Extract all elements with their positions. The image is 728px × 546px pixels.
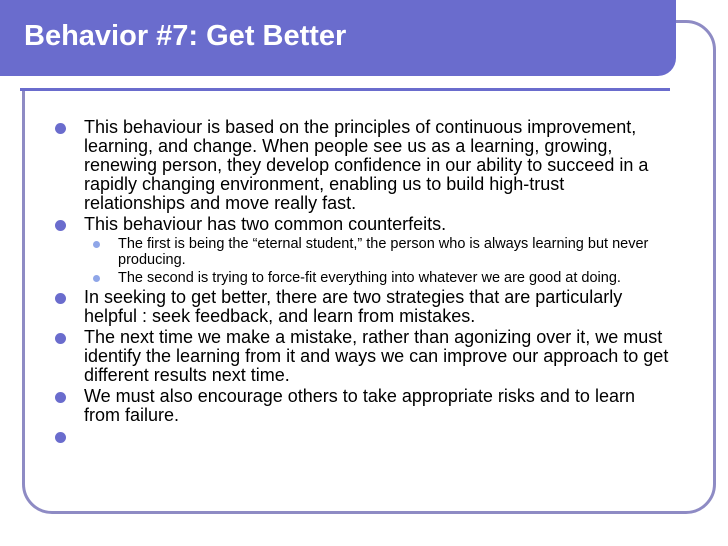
bullet-text: This behaviour has two common counterfeits. bbox=[84, 214, 447, 234]
bullet-text: In seeking to get better, there are two strategies that are particularly helpful : seek feedback, and learn from mistakes. bbox=[84, 287, 623, 326]
bullet-text: This behaviour is based on the principles of continuous improvement, learning, and change. When people see us as a learning, growing, renewing person, they develop confidence in our ability to succeed in a rapidly changing environment, enabling us to build high-trust relationships and move really fast. bbox=[84, 117, 649, 213]
bullet-dot-icon bbox=[55, 123, 66, 134]
slide-title: Behavior #7: Get Better bbox=[24, 20, 347, 52]
bullet-item bbox=[50, 288, 670, 326]
sub-bullet-list bbox=[84, 236, 670, 286]
bullet-text bbox=[84, 426, 89, 446]
bullet-text: We must also encourage others to take appropriate risks and to learn from failure. bbox=[84, 386, 635, 425]
sub-bullet-text: The first is being the “eternal student,” the person who is always learning but never producing. bbox=[118, 236, 649, 268]
sub-bullet-item bbox=[84, 270, 670, 286]
bullet-dot-icon bbox=[55, 293, 66, 304]
bullet-item bbox=[50, 328, 670, 385]
bullet-dot-icon bbox=[55, 333, 66, 344]
sub-bullet-dot-icon bbox=[93, 241, 100, 248]
sub-bullet-dot-icon bbox=[93, 275, 100, 282]
bullet-item bbox=[50, 118, 670, 213]
bullet-dot-icon bbox=[55, 220, 66, 231]
bullet-text: The next time we make a mistake, rather than agonizing over it, we must identify the learning from it and ways we can improve our approach to get different results next time. bbox=[84, 327, 669, 385]
title-underline bbox=[20, 88, 670, 91]
bullet-dot-icon bbox=[55, 392, 66, 403]
sub-bullet-item bbox=[84, 236, 670, 268]
sub-bullet-text: The second is trying to force-fit everything into whatever we are good at doing. bbox=[118, 270, 621, 286]
bullet-item-empty bbox=[50, 427, 670, 446]
bullet-dot-icon bbox=[55, 432, 66, 443]
bullet-item bbox=[50, 215, 670, 286]
bullet-list bbox=[50, 118, 670, 448]
bullet-item bbox=[50, 387, 670, 425]
